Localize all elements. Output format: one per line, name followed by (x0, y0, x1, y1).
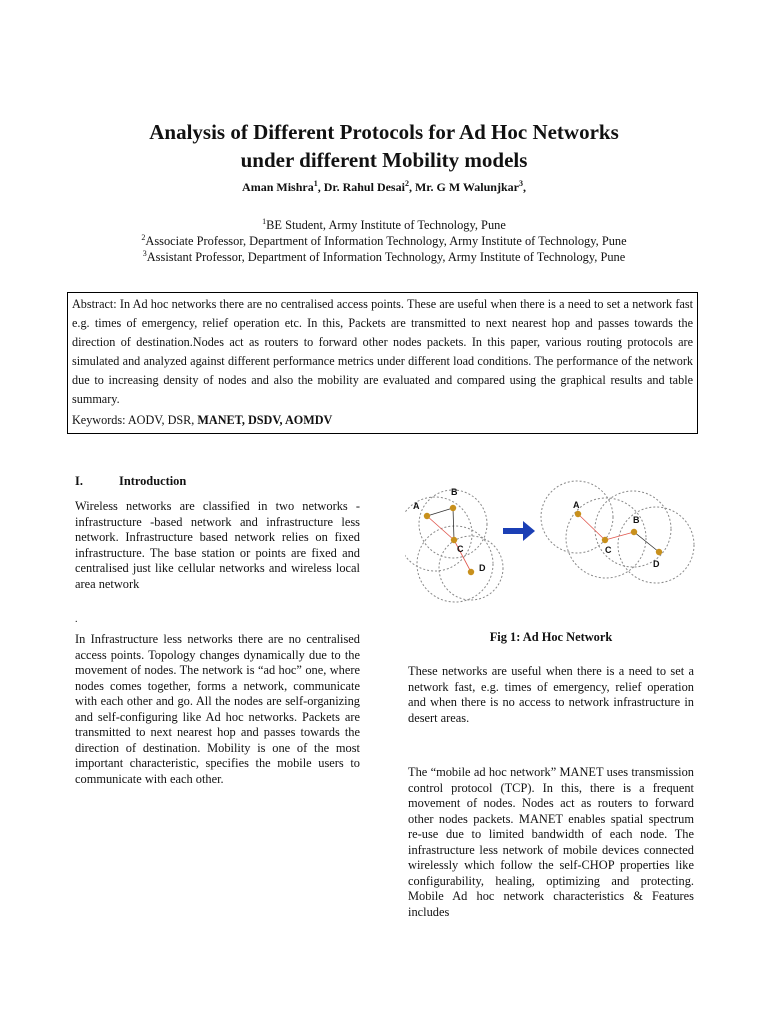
paper-title (40, 118, 728, 174)
link-line (427, 516, 454, 540)
link-line (453, 508, 454, 540)
section-number: I. (75, 474, 83, 488)
affiliation-sup: 2 (141, 232, 146, 242)
node-label: B (451, 487, 458, 497)
stray-period: . (75, 614, 78, 625)
author-sep: , (317, 180, 324, 194)
node-b (450, 505, 456, 511)
node-a (575, 511, 581, 517)
author-list (40, 180, 728, 195)
author-2: Dr. Rahul Desai (323, 180, 405, 194)
author-1-sup: 1 (313, 179, 318, 188)
arrow-icon (503, 521, 535, 541)
node-label: C (457, 544, 464, 554)
node-label: D (653, 559, 660, 569)
paragraph-text: These networks are useful when there is a need to set a network fast, e.g. times of emergency, relief operation and when there is no access to network infrastructure in desert areas. (408, 664, 694, 725)
node-c (602, 537, 608, 543)
keywords (72, 411, 693, 430)
intro-paragraph-2 (75, 632, 360, 787)
affiliation-text: Assistant Professor, Department of Information Technology, Army Institute of Technology, Pune (146, 250, 626, 264)
node-d (656, 549, 662, 555)
node-label: A (413, 501, 420, 511)
range-circle (439, 536, 503, 600)
node-a (424, 513, 430, 519)
affiliation-text: Associate Professor, Department of Information Technology, Army Institute of Technology, Pune (145, 234, 627, 248)
ad-hoc-network-figure (405, 470, 697, 612)
node-label: D (479, 563, 486, 573)
right-paragraph-2 (408, 765, 694, 920)
keywords-bold: MANET, DSDV, AOMDV (197, 413, 333, 427)
section-title: Introduction (119, 474, 187, 488)
range-circles-right (541, 481, 694, 583)
section-heading (75, 474, 186, 489)
range-circle (419, 490, 487, 558)
keywords-label: Keywords: AODV, DSR, (72, 413, 198, 427)
author-1: Aman Mishra (242, 180, 314, 194)
author-sep: , (408, 180, 415, 194)
intro-paragraph-1 (75, 499, 360, 592)
link-line (427, 508, 453, 516)
figure-caption: Fig 1: Ad Hoc Network (489, 630, 613, 644)
affiliation-2 (40, 234, 728, 249)
link-line (634, 532, 659, 552)
affiliation-sup: 1 (262, 216, 267, 226)
author-3-sup: 3 (518, 179, 523, 188)
abstract-text: Abstract: In Ad hoc networks there are no centralised access points. These are useful when there is a need to set a network fast e.g. times of emergency, relief operation etc. In this, Packets are transmitted to next nearest hop and passes towards the direction of destination.Nodes act as routers to forward other nodes packets. In this paper, various routing protocols are simulated and analyzed against different performance metrics under different load conditions. The performance of the network due to increasing density of nodes and also the mobility are evaluated and compared using the graphical results and table summary. (72, 297, 693, 406)
range-circle (618, 507, 694, 583)
node-b (631, 529, 637, 535)
paragraph-text: The “mobile ad hoc network” MANET uses transmission control protocol (TCP). In this, there is a frequent movement of nodes. Nodes act as routers to forward other nodes packets. MANET enables spatial spectrum re-use due to limited bandwidth of each node. The infrastructure less network of mobile devices connected wirelessly which follow the self-CHOP properties like configurability, healing, optimizing and protecting. Mobile Ad hoc network characteristics & Features includes (408, 765, 694, 919)
affiliation-3 (40, 250, 728, 265)
node-label: A (573, 500, 580, 510)
abstract-box (67, 292, 698, 434)
author-2-sup: 2 (404, 179, 409, 188)
node-c (451, 537, 457, 543)
author-3: Mr. G M Walunjkar (414, 180, 519, 194)
node-label: C (605, 545, 612, 555)
title-line-2: under different Mobility models (240, 148, 528, 172)
affiliation-sup: 3 (142, 248, 147, 258)
title-line-1: Analysis of Different Protocols for Ad Hoc Networks (149, 120, 619, 144)
paragraph-text: In Infrastructure less networks there are no centralised access points. Topology changes dynamically due to the movement of nodes. The network is “ad hoc” one, where nodes comes together, forms a network, communicate with each other and go. All the nodes are self-organizing and self-configuring like Ad hoc networks. Packets are transmitted to next nearest hop and passes towards the direction of destination. Mobility is one of the most important characteristic, specifies the mobile users to communicate with each other. (75, 632, 360, 786)
paragraph-text: Wireless networks are classified in two networks - infrastructure -based network and infrastructure less network. Infrastructure based network relies on fixed infrastructure. The base station or points are fixed and centralised just like cellular networks and wireless local area network (75, 499, 360, 591)
affiliation-1 (40, 218, 728, 233)
nodes-right (575, 511, 662, 555)
affiliation-text: BE Student, Army Institute of Technology, Pune (266, 218, 506, 232)
node-d (468, 569, 474, 575)
link-line (578, 514, 605, 540)
node-label: B (633, 515, 640, 525)
author-end: , (522, 180, 526, 194)
right-paragraph-1 (408, 664, 694, 726)
